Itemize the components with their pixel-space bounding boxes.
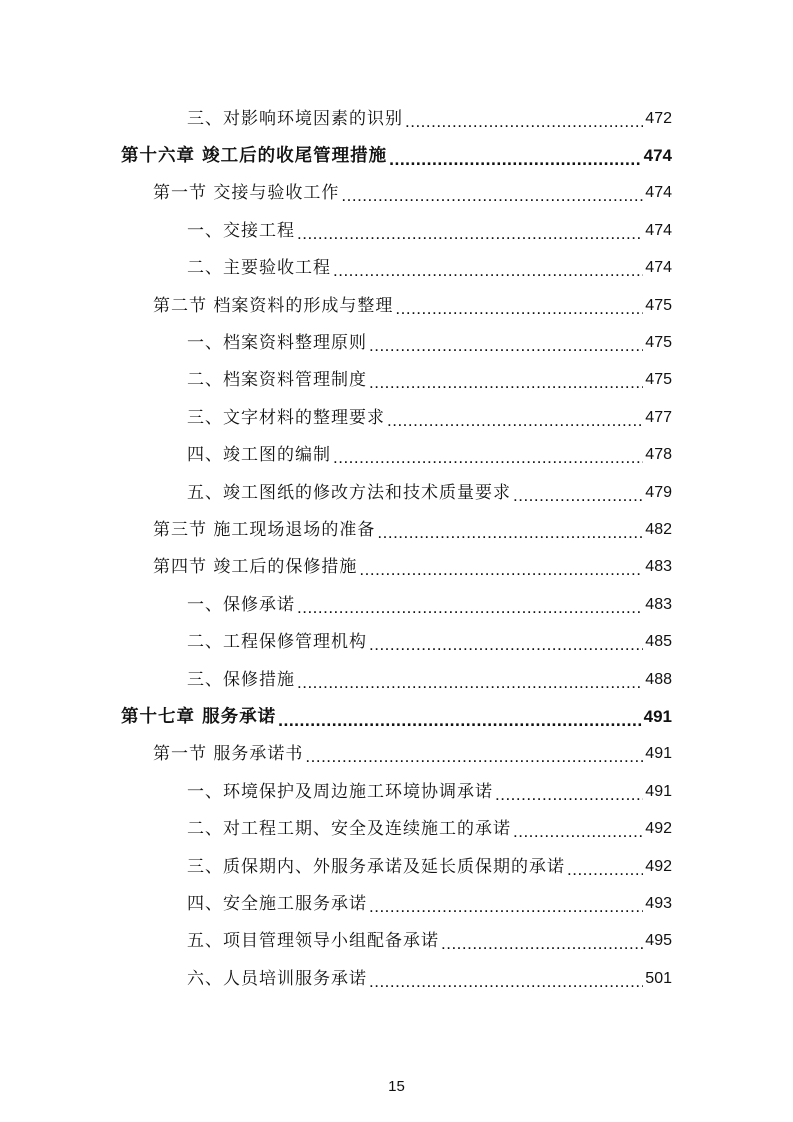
- toc-entry-page: 488: [645, 670, 672, 688]
- toc-dot-leader: [567, 860, 643, 880]
- toc-dot-leader: [297, 598, 643, 618]
- toc-entry-title: 六、人员培训服务承诺: [187, 968, 367, 989]
- toc-entry-page: 474: [645, 259, 672, 277]
- toc-dot-leader: [405, 112, 643, 132]
- toc-subsection-entry[interactable]: [0, 623, 793, 660]
- toc-section-entry[interactable]: [0, 287, 793, 324]
- toc-subsection-entry[interactable]: [0, 437, 793, 474]
- toc-entry-page: 474: [643, 146, 672, 166]
- toc-dot-leader: [495, 785, 643, 805]
- toc-subsection-entry[interactable]: [0, 885, 793, 922]
- toc-entry-title: 第一节 交接与验收工作: [153, 183, 340, 204]
- toc-dot-leader: [333, 261, 643, 281]
- toc-entry-page: 501: [645, 969, 672, 987]
- toc-dot-leader: [369, 635, 643, 655]
- toc-chapter-entry[interactable]: [0, 137, 793, 174]
- toc-entry-title: 第十六章 竣工后的收尾管理措施: [121, 146, 388, 167]
- toc-dot-leader: [278, 710, 642, 730]
- toc-entry-page: 482: [645, 520, 672, 538]
- toc-entry-title: 第四节 竣工后的保修措施: [153, 557, 358, 578]
- toc-entry-page: 491: [643, 706, 672, 726]
- toc-subsection-entry[interactable]: [0, 212, 793, 249]
- toc-chapter-entry[interactable]: [0, 698, 793, 735]
- toc-entry-page: 474: [645, 184, 672, 202]
- toc-dot-leader: [387, 411, 643, 431]
- toc-subsection-entry[interactable]: [0, 923, 793, 960]
- toc-entry-title: 五、项目管理领导小组配备承诺: [187, 931, 439, 952]
- toc-subsection-entry[interactable]: [0, 324, 793, 361]
- toc-dot-leader: [297, 224, 643, 244]
- toc-entry-title: 第二节 档案资料的形成与整理: [153, 295, 394, 316]
- toc-dot-leader: [395, 299, 643, 319]
- toc-entry-page: 475: [645, 371, 672, 389]
- toc-entry-page: 475: [645, 334, 672, 352]
- toc-entry-page: 493: [645, 894, 672, 912]
- toc-subsection-entry[interactable]: [0, 810, 793, 847]
- toc-dot-leader: [513, 486, 643, 506]
- toc-entry-title: 四、竣工图的编制: [187, 445, 331, 466]
- toc-dot-leader: [377, 523, 643, 543]
- toc-section-entry[interactable]: [0, 549, 793, 586]
- toc-entry-page: 485: [645, 633, 672, 651]
- toc-subsection-entry[interactable]: [0, 773, 793, 810]
- toc-entry-page: 479: [645, 483, 672, 501]
- toc-entry-title: 一、环境保护及周边施工环境协调承诺: [187, 781, 493, 802]
- toc-subsection-entry[interactable]: [0, 661, 793, 698]
- page-number: 15: [388, 1078, 405, 1095]
- toc-entry-page: 474: [645, 221, 672, 239]
- toc-entry-title: 三、文字材料的整理要求: [187, 407, 385, 428]
- toc-section-entry[interactable]: [0, 175, 793, 212]
- toc-entry-title: 四、安全施工服务承诺: [187, 893, 367, 914]
- toc-entry-page: 478: [645, 446, 672, 464]
- toc-dot-leader: [441, 934, 643, 954]
- toc-entry-page: 483: [645, 595, 672, 613]
- toc-entry-title: 二、对工程工期、安全及连续施工的承诺: [187, 819, 511, 840]
- toc-dot-leader: [513, 822, 643, 842]
- toc-dot-leader: [341, 186, 643, 206]
- toc-entry-page: 491: [645, 782, 672, 800]
- toc-entry-page: 495: [645, 932, 672, 950]
- toc-entry-title: 三、质保期内、外服务承诺及延长质保期的承诺: [187, 856, 565, 877]
- toc-entry-title: 五、竣工图纸的修改方法和技术质量要求: [187, 482, 511, 503]
- toc-subsection-entry[interactable]: [0, 848, 793, 885]
- toc-dot-leader: [369, 972, 643, 992]
- toc-dot-leader: [297, 673, 643, 693]
- toc-entry-page: 472: [645, 109, 672, 127]
- toc-entry-page: 491: [645, 745, 672, 763]
- toc-dot-leader: [305, 747, 643, 767]
- toc-subsection-entry[interactable]: [0, 399, 793, 436]
- toc-entry-page: 492: [645, 820, 672, 838]
- toc-dot-leader: [369, 373, 643, 393]
- toc-subsection-entry[interactable]: [0, 960, 793, 997]
- toc-entry-page: 483: [645, 558, 672, 576]
- toc-entry-title: 二、档案资料管理制度: [187, 370, 367, 391]
- toc-entry-title: 二、主要验收工程: [187, 258, 331, 279]
- toc-entry-title: 第三节 施工现场退场的准备: [153, 519, 376, 540]
- toc-entry-title: 一、交接工程: [187, 220, 295, 241]
- toc-entry-page: 492: [645, 857, 672, 875]
- toc-dot-leader: [369, 336, 643, 356]
- toc-entry-title: 第一节 服务承诺书: [153, 744, 304, 765]
- toc-entry-title: 一、保修承诺: [187, 594, 295, 615]
- toc-subsection-entry[interactable]: [0, 474, 793, 511]
- toc-entry-title: 三、对影响环境因素的识别: [187, 108, 403, 129]
- toc-entry-title: 三、保修措施: [187, 669, 295, 690]
- toc-dot-leader: [359, 560, 643, 580]
- toc-subsection-entry[interactable]: [0, 100, 793, 137]
- table-of-contents: [0, 100, 793, 997]
- toc-dot-leader: [333, 448, 643, 468]
- toc-section-entry[interactable]: [0, 511, 793, 548]
- toc-subsection-entry[interactable]: [0, 362, 793, 399]
- toc-dot-leader: [389, 149, 642, 169]
- toc-subsection-entry[interactable]: [0, 250, 793, 287]
- toc-section-entry[interactable]: [0, 736, 793, 773]
- toc-entry-page: 475: [645, 296, 672, 314]
- toc-entry-page: 477: [645, 408, 672, 426]
- toc-entry-title: 一、档案资料整理原则: [187, 333, 367, 354]
- toc-entry-title: 第十七章 服务承诺: [121, 706, 277, 727]
- toc-entry-title: 二、工程保修管理机构: [187, 632, 367, 653]
- toc-subsection-entry[interactable]: [0, 586, 793, 623]
- toc-dot-leader: [369, 897, 643, 917]
